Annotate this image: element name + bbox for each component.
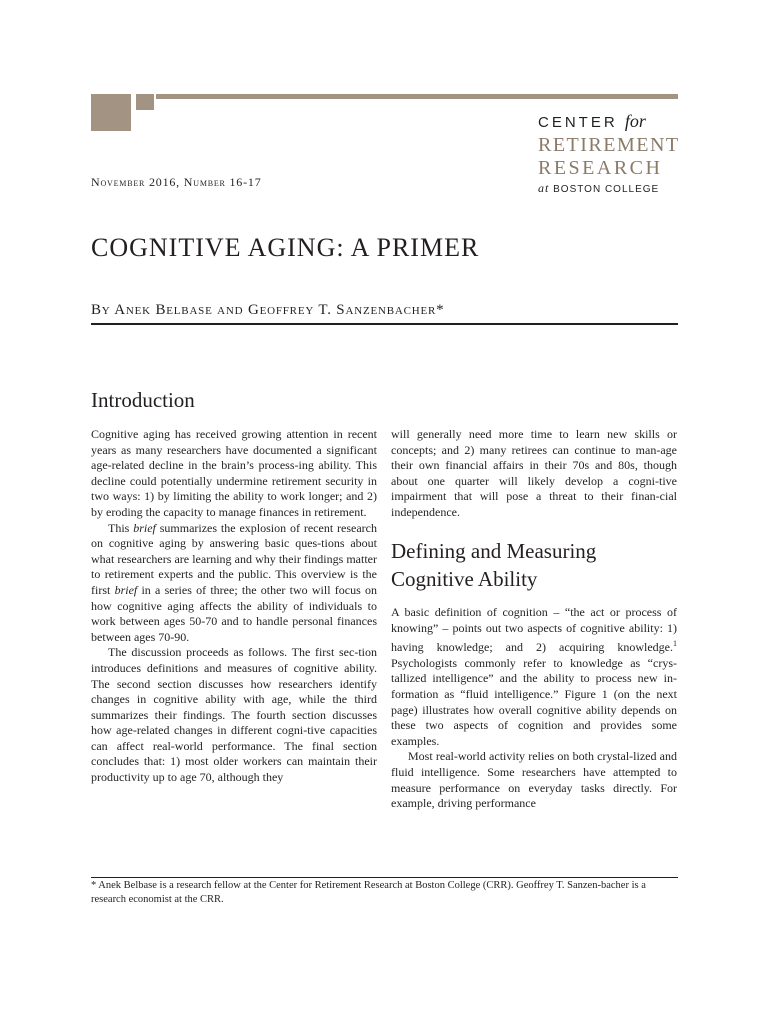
header-square-large <box>91 94 131 131</box>
intro-paragraph-1: Cognitive aging has received growing attention in recent years as many researchers have documented a significant age-related decline in the brain’s process-ing ability. This decline could potentially undermine retirement security in two ways: 1) by limiting the ability to work longer; and 2) by eroding the capacity to manage finances in retirement. <box>91 427 377 519</box>
footnote-ref: 1 <box>673 639 677 649</box>
defining-paragraph-2: Most real-world activity relies on both crystal-lized and fluid intelligence. Some researchers have attempted to measure performance on everyday tasks directly. For example, driving performance <box>391 749 677 811</box>
brief-italic: brief <box>133 520 156 535</box>
page-title: COGNITIVE AGING: A PRIMER <box>91 233 480 262</box>
defining-paragraph-1: A basic definition of cognition – “the act or process of knowing” – points out two aspects of cognitive ability: 1) having knowledge; and 2) acquiring knowledge.$^1$ Psychologists commonly refer to knowledge as “crys-tallized intelligence” and the ability to process new in-formation as “fluid intelligence.” Figure 1 (on the next page) illustrates how overall cognitive ability depends on these two aspects of cognition and provides some examples. <box>391 605 677 748</box>
section-heading-introduction: Introduction <box>91 388 195 412</box>
issue-line: November 2016, Number 16-17 <box>91 175 262 189</box>
logo-research: RESEARCH <box>538 157 663 179</box>
column-left <box>91 427 377 786</box>
byline: By Anek Belbase and Geoffrey T. Sanzenbacher* <box>91 302 445 318</box>
logo-boston-college: BOSTON COLLEGE <box>553 184 660 195</box>
logo-at: at <box>538 181 550 195</box>
logo-retirement: RETIREMENT <box>538 134 680 156</box>
footnote: * Anek Belbase is a research fellow at the Center for Retirement Research at Boston College (CRR). Geoffrey T. Sanzen-bacher is a research economist at the CRR. <box>91 880 646 905</box>
byline-rule <box>91 323 678 325</box>
logo-center: CENTER <box>538 114 618 131</box>
header-square-small <box>136 94 154 110</box>
column-right-top <box>391 427 677 521</box>
column-right-bottom <box>391 605 677 812</box>
intro-paragraph-3: The discussion proceeds as follows. The first sec-tion introduces definitions and measures of cognitive ability. The second section discusses how researchers identify changes in cognitive ability with age, while the third summarizes their findings. The fourth section discusses how age-related changes in different cogni-tive capacities can affect real-world performance. The final section concludes that: 1) most older workers can maintain their productivity up to age 70, although they <box>91 645 377 785</box>
section-heading-line-2: Cognitive Ability <box>391 567 538 591</box>
footnote-rule <box>91 877 678 878</box>
crr-logo <box>538 110 678 198</box>
header-rule <box>156 94 678 99</box>
section-heading-defining <box>391 537 596 593</box>
logo-for: for <box>624 111 646 131</box>
brief-italic: brief <box>114 582 138 597</box>
intro-paragraph-2: This brief summarizes the explosion of recent research on cognitive aging by answering basic ques-tions about what researchers are learning and why their findings matter to retirement experts and the public. This overview is the first brief in a series of three; the other two will focus on how cognitive aging affects the ability of individuals to work between ages 50-70 and to handle personal finances between ages 70-90. <box>91 520 377 644</box>
section-heading-line-1: Defining and Measuring <box>391 539 597 563</box>
intro-paragraph-3-continued: will generally need more time to learn new skills or concepts; and 2) many retirees can continue to man-age their own financial affairs in their 70s and 80s, though about one quarter will likely develop a cogni-tive impairment that will pose a threat to their finan-cial independence. <box>391 427 677 519</box>
